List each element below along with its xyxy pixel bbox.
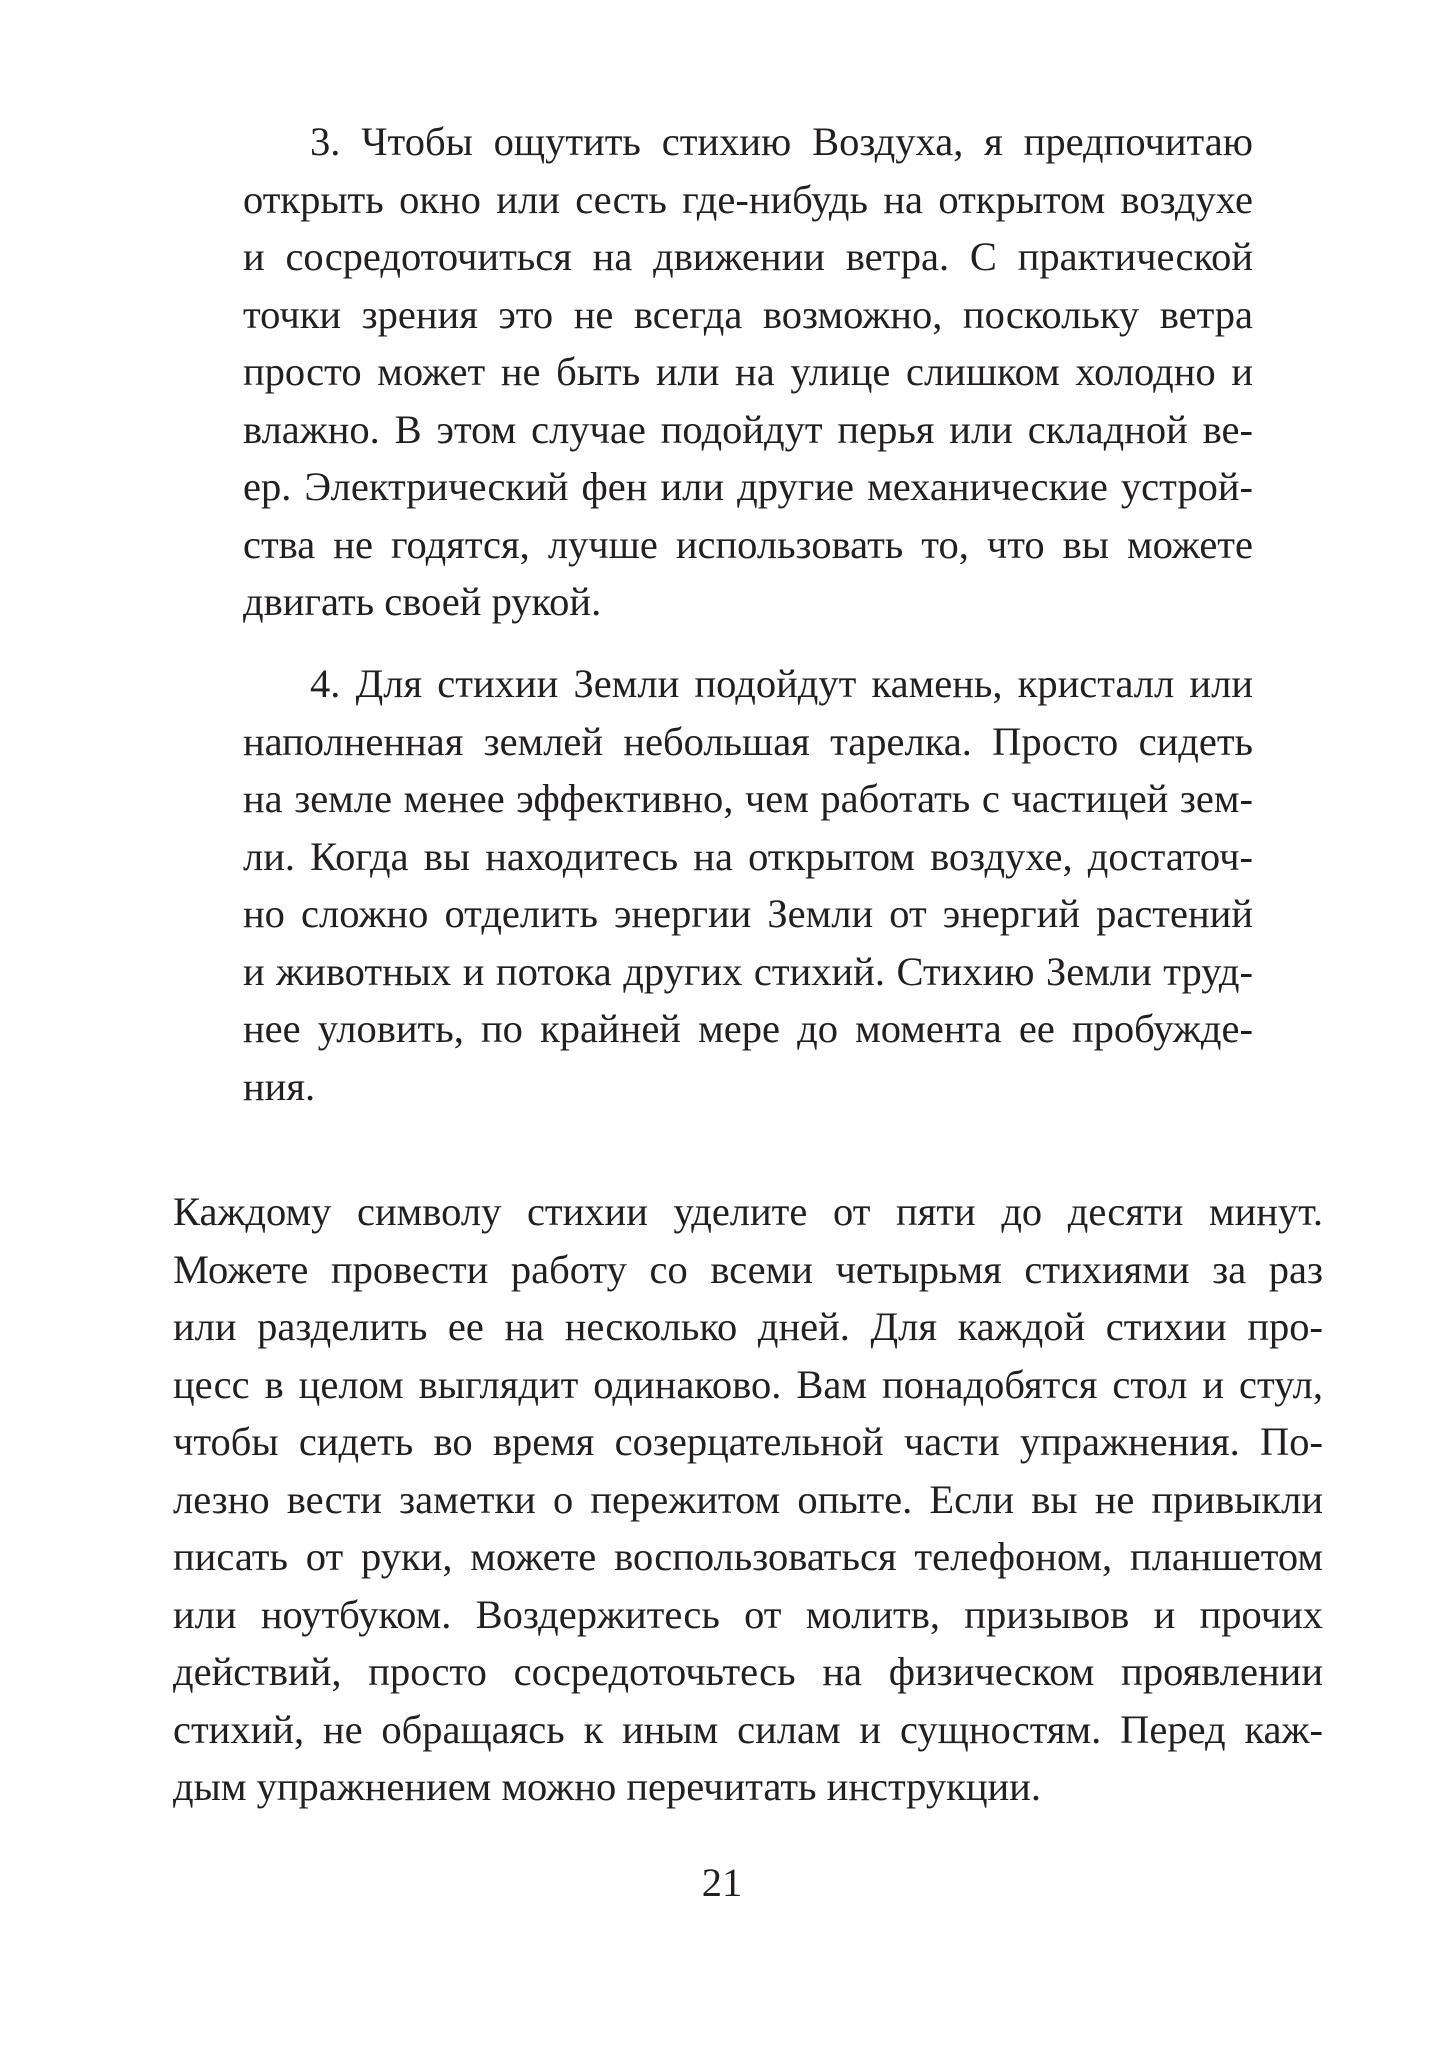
list-item-line: открыть окно или сесть где-нибудь на открытом воздухе bbox=[243, 177, 1253, 222]
paragraph-line: дым упражнением можно перечитать инструкции. bbox=[173, 1764, 1041, 1809]
list-item-line: нее уловить, по крайней мере до момента ее пробужде- bbox=[243, 1006, 1253, 1051]
page-number: 21 bbox=[701, 1860, 743, 1905]
paragraph-line: Можете провести работу со всеми четырьмя стихиями за раз bbox=[173, 1247, 1323, 1292]
paragraph-line: чтобы сидеть во время созерцательной части упражнения. По- bbox=[173, 1419, 1323, 1464]
list-item-line: ли. Когда вы находитесь на открытом воздухе, достаточ- bbox=[243, 834, 1253, 879]
list-item-line: 3. Чтобы ощутить стихию Воздуха, я предпочитаю bbox=[310, 119, 1253, 164]
list-item-line: двигать своей рукой. bbox=[243, 579, 602, 624]
paragraph-line: действий, просто сосредоточьтесь на физическом проявлении bbox=[173, 1649, 1323, 1694]
list-item-line: просто может не быть или на улице слишком холодно и bbox=[243, 349, 1253, 394]
list-item-line: и животных и потока других стихий. Стихию Земли труд- bbox=[243, 949, 1253, 994]
list-item-line: ния. bbox=[243, 1064, 316, 1109]
list-item-line: наполненная землей небольшая тарелка. Просто сидеть bbox=[243, 719, 1253, 764]
list-item-line: и сосредоточиться на движении ветра. С практической bbox=[243, 234, 1253, 279]
list-item-line: но сложно отделить энергии Земли от энергий растений bbox=[243, 891, 1253, 936]
list-item-line: точки зрения это не всегда возможно, поскольку ветра bbox=[243, 292, 1253, 337]
list-item-line: ер. Электрический фен или другие механические устрой- bbox=[243, 464, 1253, 509]
list-item-line: 4. Для стихии Земли подойдут камень, кристалл или bbox=[310, 661, 1253, 706]
list-item-line: ства не годятся, лучше использовать то, что вы можете bbox=[243, 522, 1253, 567]
paragraph-line: Каждому символу стихии уделите от пяти до десяти минут. bbox=[173, 1189, 1323, 1234]
paragraph-line: стихий, не обращаясь к иным силам и сущностям. Перед каж- bbox=[173, 1707, 1323, 1752]
paragraph-line: лезно вести заметки о пережитом опыте. Если вы не привыкли bbox=[173, 1477, 1323, 1522]
list-item-line: на земле менее эффективно, чем работать с частицей зем- bbox=[243, 776, 1253, 821]
list-item-line: влажно. В этом случае подойдут перья или складной ве- bbox=[243, 407, 1253, 452]
paragraph-line: или разделить ее на несколько дней. Для каждой стихии про- bbox=[173, 1304, 1323, 1349]
paragraph-line: или ноутбуком. Воздержитесь от молитв, призывов и прочих bbox=[173, 1592, 1323, 1637]
paragraph-line: цесс в целом выглядит одинаково. Вам понадобятся стол и стул, bbox=[173, 1362, 1323, 1407]
paragraph-line: писать от руки, можете воспользоваться телефоном, планшетом bbox=[173, 1534, 1323, 1579]
